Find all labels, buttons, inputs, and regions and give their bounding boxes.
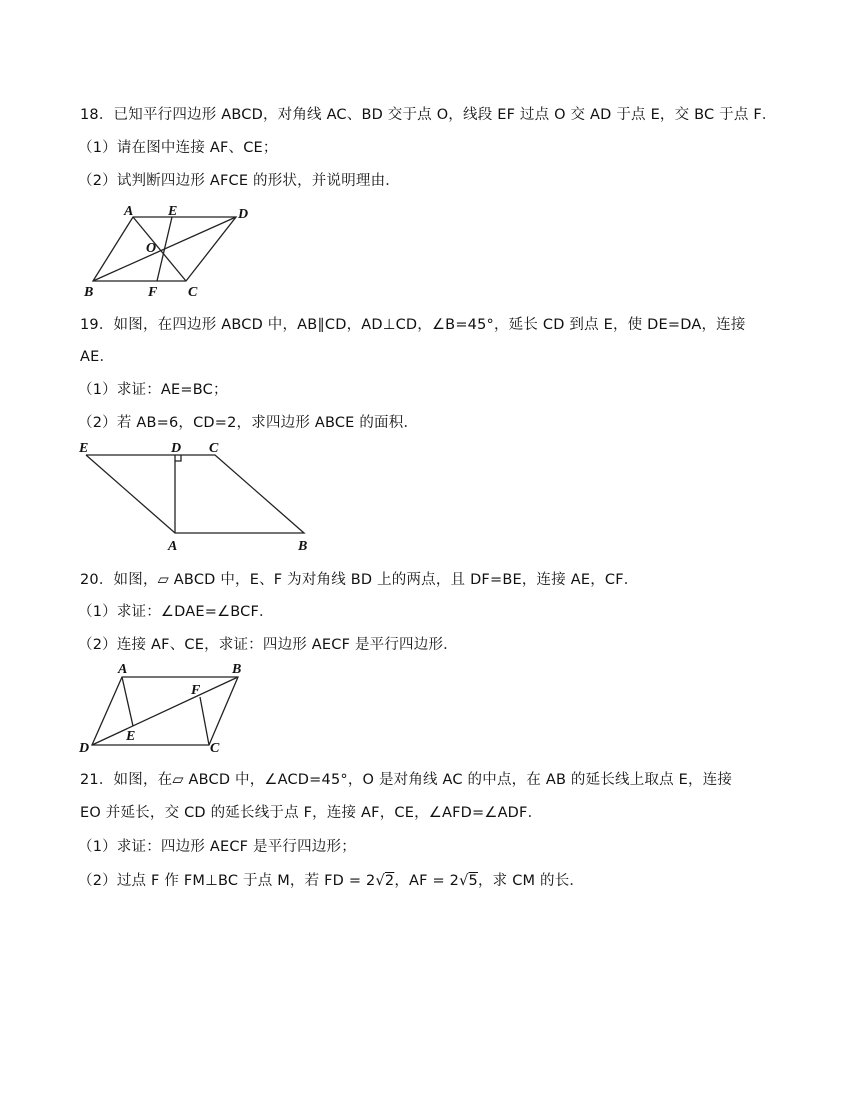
q19-part2: （2）若 AB=6，CD=2，求四边形 ABCE 的面积．	[78, 415, 419, 431]
q19-label-b: B	[298, 539, 308, 554]
q21-part2	[78, 869, 584, 890]
q20-stem: 20．如图，▱ ABCD 中，E、F 为对角线 BD 上的两点，且 DF=BE，连接 AE，CF．	[80, 572, 639, 588]
q21-stem-line1: 21．如图，在▱ ABCD 中，∠ACD=45°，O 是对角线 AC 的中点，在 AB 的延长线上取点 E，连接	[80, 772, 733, 788]
q19-part1: （1）求证：AE=BC；	[78, 382, 228, 398]
q20-label-a: A	[118, 662, 128, 677]
q21-part2-text-a: （2）过点 F 作 FM⊥BC 于点 M，若 FD = 2	[78, 873, 376, 889]
q18-diagonal-bd	[93, 217, 236, 281]
q18-label-e: E	[168, 204, 178, 219]
q19-label-d: D	[171, 441, 182, 456]
q18-label-o: O	[146, 241, 157, 256]
q18-stem: 18．已知平行四边形 ABCD，对角线 AC、BD 交于点 O，线段 EF 过点 O 交 AD 于点 E，交 BC 于点 F．	[80, 107, 777, 123]
q21-radicand-2: 5	[468, 873, 478, 889]
q19-right-angle-mark	[175, 455, 181, 461]
q21-stem-line2: EO 并延长，交 CD 的延长线于点 F，连接 AF，CE，∠AFD=∠ADF．	[80, 805, 543, 821]
q20-label-b: B	[232, 662, 242, 677]
q19-quadrilateral	[86, 455, 304, 533]
q20-label-d: D	[79, 741, 90, 756]
q19-label-a: A	[168, 539, 178, 554]
q20-part2: （2）连接 AF、CE，求证：四边形 AECF 是平行四边形．	[78, 637, 458, 653]
sqrt-icon: √	[459, 873, 469, 889]
q19-stem-line2: AE．	[80, 349, 115, 365]
q21-part1: （1）求证：四边形 AECF 是平行四边形；	[78, 839, 356, 855]
q18-part1: （1）请在图中连接 AF、CE；	[78, 140, 278, 156]
q20-part1: （1）求证：∠DAE=∠BCF．	[78, 604, 274, 620]
q18-part2: （2）试判断四边形 AFCE 的形状，并说明理由．	[78, 173, 400, 189]
q18-label-d: D	[238, 207, 249, 222]
sqrt-icon: √	[375, 873, 385, 889]
q21-part2-text-b: ，AF = 2	[394, 873, 460, 889]
q19-label-e: E	[79, 441, 89, 456]
q20-label-f: F	[191, 683, 201, 698]
q21-part2-text-c: ，求 CM 的长．	[477, 873, 585, 889]
q21-radicand-1: 2	[384, 873, 395, 889]
q20-segment-cf	[200, 697, 209, 745]
q20-segment-ae	[122, 677, 133, 726]
q18-label-a: A	[124, 204, 134, 219]
q20-parallelogram	[92, 677, 238, 745]
q18-segment-ef	[157, 217, 172, 281]
q20-label-e: E	[126, 729, 136, 744]
q20-label-c: C	[210, 741, 220, 756]
q18-label-f: F	[148, 285, 158, 300]
q18-parallelogram	[93, 217, 236, 281]
q19-label-c: C	[209, 441, 219, 456]
q18-diagonal-ac	[133, 217, 186, 281]
q20-diagonal-bd	[92, 677, 238, 745]
q19-stem-line1: 19．如图，在四边形 ABCD 中，AB∥CD，AD⊥CD，∠B=45°，延长 CD 到点 E，使 DE=DA，连接	[80, 317, 746, 333]
q18-label-c: C	[188, 285, 198, 300]
q18-label-b: B	[84, 285, 94, 300]
